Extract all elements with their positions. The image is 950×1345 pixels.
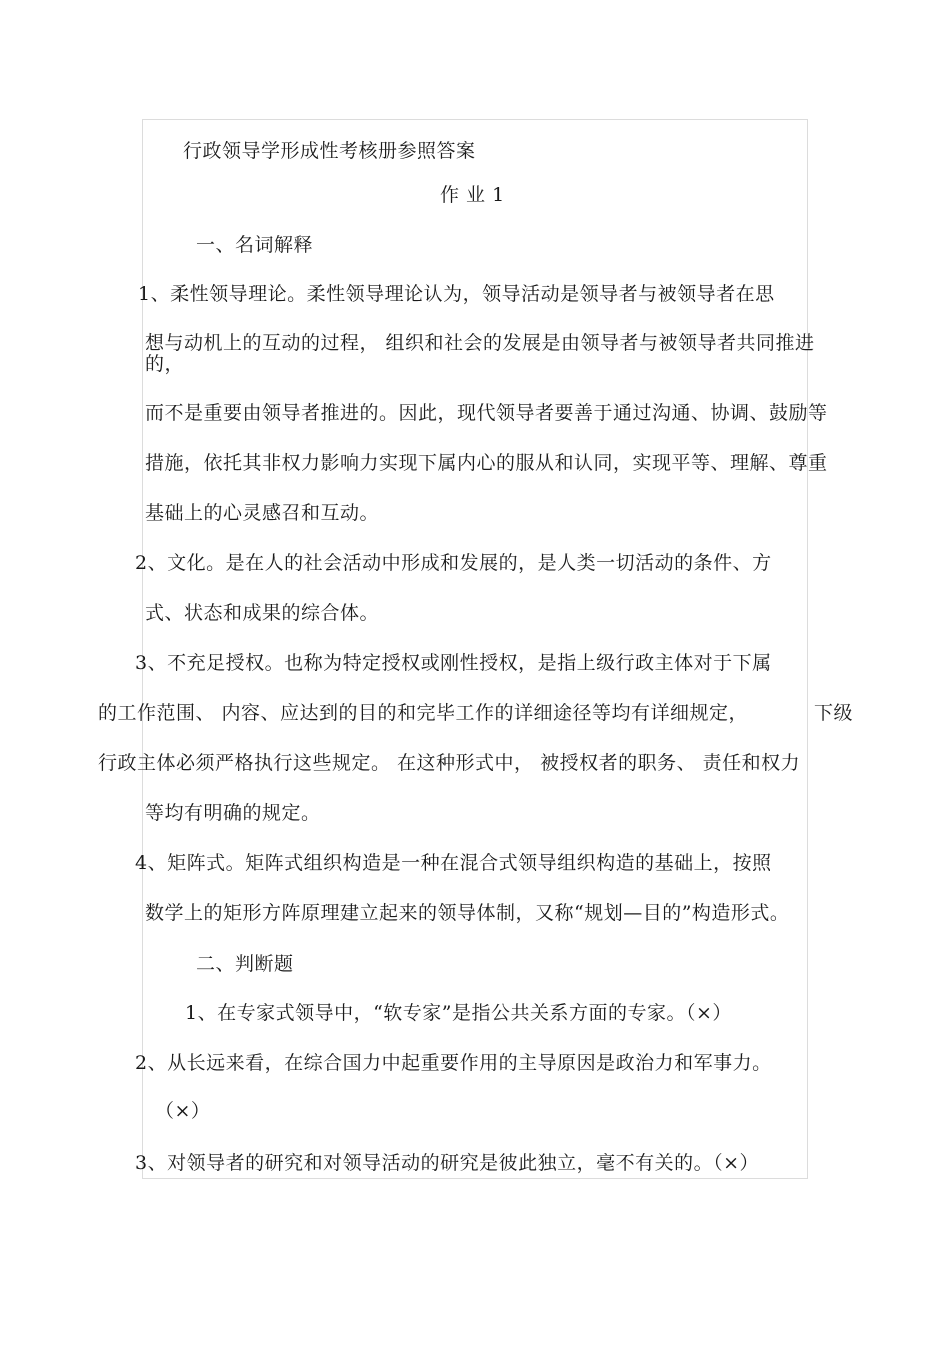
term-1-line-4: 而不是重要由领导者推进的。因此，现代领导者要善于通过沟通、协调、鼓励等 <box>145 402 828 424</box>
term-1-line-3: 的， <box>145 353 185 375</box>
term-1-line-6: 基础上的心灵感召和互动。 <box>145 502 380 524</box>
term-2-line-2: 式、状态和成果的综合体。 <box>145 602 380 624</box>
term-1-line-5: 措施，依托其非权力影响力实现下属内心的服从和认同，实现平等、理解、尊重 <box>145 452 828 474</box>
assignment-heading: 作 业 1 <box>440 184 505 206</box>
term-1-line-1: 1、柔性领导理论。柔性领导理论认为，领导活动是领导者与被领导者在思 <box>138 283 775 305</box>
term-3-line-2-tail: 下级 <box>814 702 854 724</box>
term-3-line-1: 3、不充足授权。也称为特定授权或刚性授权，是指上级行政主体对于下属 <box>135 652 772 674</box>
section-heading-terms: 一、名词解释 <box>196 234 314 256</box>
judgement-item-1: 1、在专家式领导中，“软专家”是指公共关系方面的专家。（×） <box>185 1002 732 1024</box>
document-title: 行政领导学形成性考核册参照答案 <box>183 140 476 162</box>
judgement-item-2-line-1: 2、从长远来看，在综合国力中起重要作用的主导原因是政治力和军事力。 <box>135 1052 772 1074</box>
judgement-item-2-line-2: （×） <box>155 1100 211 1122</box>
term-3-line-3: 行政主体必须严格执行这些规定。 在这种形式中， 被授权者的职务、 责任和权力 <box>98 752 801 774</box>
term-2-line-1: 2、文化。是在人的社会活动中形成和发展的，是人类一切活动的条件、方 <box>135 552 772 574</box>
term-4-line-1: 4、矩阵式。矩阵式组织构造是一种在混合式领导组织构造的基础上，按照 <box>135 852 772 874</box>
section-heading-judgement: 二、判断题 <box>196 953 294 975</box>
term-3-line-2: 的工作范围、 内容、应达到的目的和完毕工作的详细途径等均有详细规定， <box>98 702 749 724</box>
term-1-line-2: 想与动机上的互动的过程， 组织和社会的发展是由领导者与被领导者共同推进 <box>145 332 815 354</box>
term-4-line-2: 数学上的矩形方阵原理建立起来的领导体制，又称“规划—目的”构造形式。 <box>145 902 790 924</box>
judgement-item-3: 3、对领导者的研究和对领导活动的研究是彼此独立，毫不有关的。（×） <box>135 1152 760 1174</box>
term-3-line-4: 等均有明确的规定。 <box>145 802 321 824</box>
